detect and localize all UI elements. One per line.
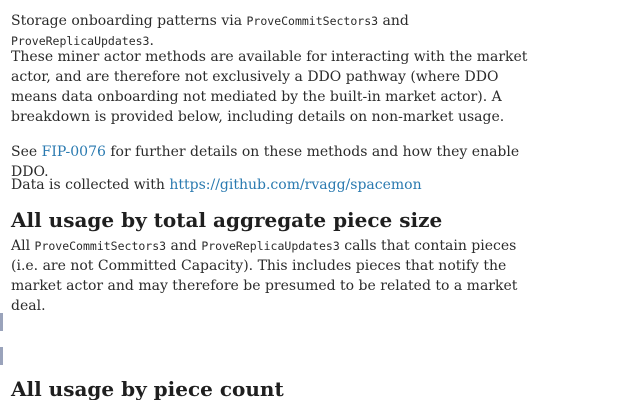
fip-prefix: See	[11, 144, 42, 160]
method-provereplicaupdates3: ProveReplicaUpdates3	[201, 239, 340, 253]
chart-placeholder-marker	[0, 347, 3, 365]
fip-suffix: for further details on these methods and how they enable DDO.	[11, 144, 520, 180]
intro-prefix: Storage onboarding patterns via	[11, 13, 247, 29]
intro-and: and	[378, 13, 409, 29]
heading-aggregate-piece-size: All usage by total aggregate piece size	[11, 208, 443, 232]
source-prefix: Data is collected with	[11, 177, 170, 193]
size-prefix: All	[11, 238, 35, 254]
intro-paragraph	[11, 11, 531, 51]
intro-suffix: .	[149, 33, 154, 49]
description-paragraph: These miner actor methods are available for interacting with the market actor, and are therefore not exclusively a DDO pathway (where DDO means data onboarding not mediated by the built-in market actor). A breakdown is provided below, including details on non-market usage.	[11, 49, 528, 125]
source-paragraph	[11, 175, 422, 195]
spacemon-link[interactable]: https://github.com/rvagg/spacemon	[169, 177, 422, 193]
size-suffix: calls that contain pieces (i.e. are not Committed Capacity). This includes pieces that notify the market actor and may therefore be presumed to be related to a market deal.	[11, 238, 518, 314]
heading-piece-count: All usage by piece count	[11, 377, 284, 400]
size-and: and	[166, 238, 202, 254]
method-provecommitsectors3: ProveCommitSectors3	[246, 14, 379, 28]
chart-placeholder-marker	[0, 313, 3, 331]
method-provereplicaupdates3: ProveReplicaUpdates3	[11, 34, 150, 48]
fip-link[interactable]: FIP-0076	[41, 144, 106, 160]
aggregate-size-paragraph	[11, 236, 531, 316]
method-provecommitsectors3: ProveCommitSectors3	[34, 239, 167, 253]
